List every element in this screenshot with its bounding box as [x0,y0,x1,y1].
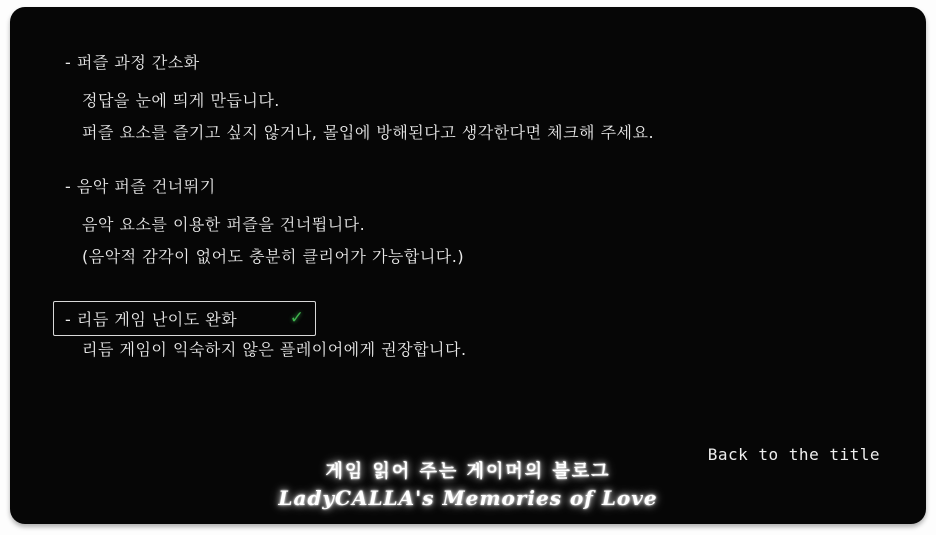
back-to-title-button[interactable]: Back to the title [707,445,880,464]
option-puzzle-simplify-desc-1: 정답을 눈에 띄게 만듭니다. [82,91,280,110]
option-music-skip-desc-1: 음악 요소를 이용한 퍼즐을 건너뜁니다. [82,215,366,234]
option-rhythm-ease-desc-1: 리듬 게임이 익숙하지 않은 플레이어에게 권장합니다. [82,340,467,359]
option-rhythm-ease-label: - 리듬 게임 난이도 완화 [65,310,238,329]
option-puzzle-simplify-desc-2: 퍼즐 요소를 즐기고 싶지 않거나, 몰입에 방해된다고 생각한다면 체크해 주세요. [82,123,655,142]
option-music-skip-desc-2: (음악적 감각이 없어도 충분히 클리어가 가능합니다.) [82,247,465,266]
blog-title-english: LadyCALLA's Memories of Love [278,486,658,510]
checkmark-icon: ✓ [289,307,304,328]
option-music-skip-label[interactable]: - 음악 퍼즐 건너뛰기 [65,177,216,196]
settings-panel [10,7,926,524]
blog-title-korean: 게임 읽어 주는 게이머의 블로그 [325,461,611,482]
option-puzzle-simplify-label[interactable]: - 퍼즐 과정 간소화 [65,53,200,72]
option-rhythm-ease-selected-box[interactable] [53,301,316,336]
